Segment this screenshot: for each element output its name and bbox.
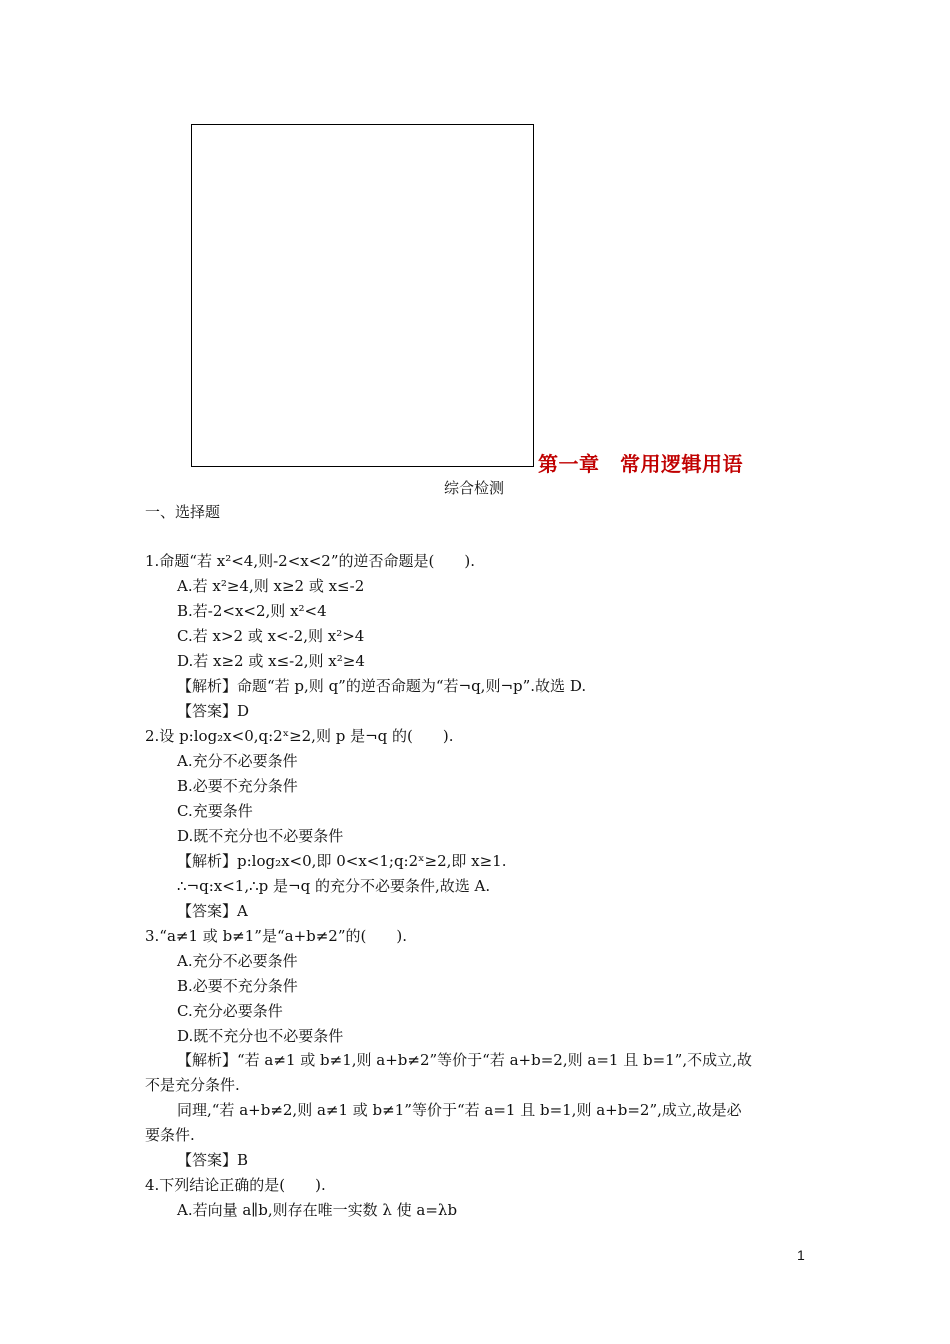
question-3-stem: 3.“a≠1 或 b≠1”是“a+b≠2”的( ). xyxy=(145,927,407,945)
question-2-stem: 2.设 p:log₂x<0,q:2ˣ≥2,则 p 是¬q 的( ). xyxy=(145,727,454,745)
question-1-analysis: 【解析】命题“若 p,则 q”的逆否命题为“若¬q,则¬p”.故选 D. xyxy=(177,677,587,695)
question-2-answer: 【答案】A xyxy=(177,902,248,920)
question-3-analysis-line-1: 【解析】“若 a≠1 或 b≠1,则 a+b≠2”等价于“若 a+b=2,则 a=1 且 b=1”,不成立,故 xyxy=(177,1051,752,1069)
image-placeholder-frame xyxy=(191,124,534,467)
question-1-stem: 1.命题“若 x²<4,则-2<x<2”的逆否命题是( ). xyxy=(145,552,475,570)
document-subtitle: 综合检测 xyxy=(444,479,505,497)
question-3-option-a: A.充分不必要条件 xyxy=(177,952,298,970)
question-2-analysis-continued: ∴¬q:x<1,∴p 是¬q 的充分不必要条件,故选 A. xyxy=(177,877,491,895)
question-3-analysis-line-3: 同理,“若 a+b≠2,则 a≠1 或 b≠1”等价于“若 a=1 且 b=1,则 a+b=2”,成立,故是必 xyxy=(177,1101,742,1119)
question-3-answer: 【答案】B xyxy=(177,1151,249,1169)
question-2-option-b: B.必要不充分条件 xyxy=(177,777,298,795)
question-2-option-c: C.充要条件 xyxy=(177,802,253,820)
page-number: 1 xyxy=(797,1247,805,1263)
question-3-option-b: B.必要不充分条件 xyxy=(177,977,298,995)
question-1-option-c: C.若 x>2 或 x<-2,则 x²>4 xyxy=(177,627,365,645)
question-1-answer: 【答案】D xyxy=(177,702,250,720)
question-1-option-b: B.若-2<x<2,则 x²<4 xyxy=(177,602,327,620)
question-2-option-a: A.充分不必要条件 xyxy=(177,752,298,770)
question-4-option-a: A.若向量 a∥b,则存在唯一实数 λ 使 a=λb xyxy=(177,1201,458,1219)
question-1-option-a: A.若 x²≥4,则 x≥2 或 x≤-2 xyxy=(177,577,365,595)
question-3-option-d: D.既不充分也不必要条件 xyxy=(177,1027,344,1045)
question-2-option-d: D.既不充分也不必要条件 xyxy=(177,827,344,845)
question-1-option-d: D.若 x≥2 或 x≤-2,则 x²≥4 xyxy=(177,652,365,670)
question-4-stem: 4.下列结论正确的是( ). xyxy=(145,1176,326,1194)
question-2-analysis: 【解析】p:log₂x<0,即 0<x<1;q:2ˣ≥2,即 x≥1. xyxy=(177,852,507,870)
question-3-option-c: C.充分必要条件 xyxy=(177,1002,283,1020)
chapter-title: 第一章 常用逻辑用语 xyxy=(538,452,743,476)
question-3-analysis-line-4: 要条件. xyxy=(145,1126,195,1144)
question-3-analysis-line-2: 不是充分条件. xyxy=(145,1076,240,1094)
section-heading: 一、选择题 xyxy=(145,503,221,521)
